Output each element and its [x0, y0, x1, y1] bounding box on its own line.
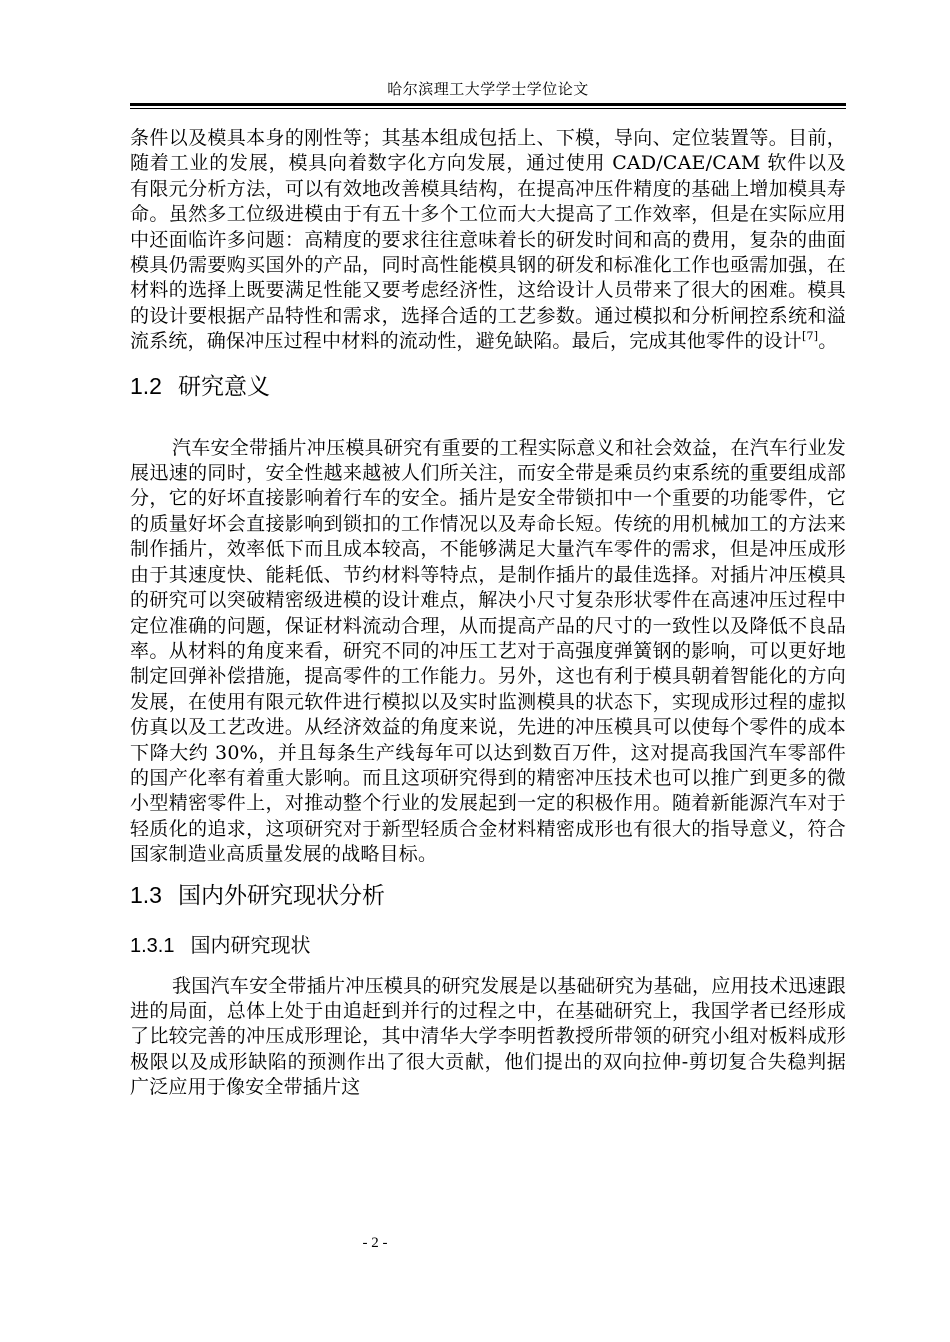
- section-1-3-1-paragraph: 我国汽车安全带插片冲压模具的研究发展是以基础研究为基础，应用技术迅速跟进的局面，总体上处于由追赶到并行的过程之中，在基础研究上，我国学者已经形成了比较完善的冲压成形理论，其中清华大学李明哲教授所带领的研究小组对板料成形极限以及成形缺陷的预测作出了很大贡献，他们提出的双向拉伸-剪切复合失稳判据广泛应用于像安全带插片这: [130, 974, 846, 1099]
- continuation-paragraph: [130, 126, 846, 355]
- subsection-title: 国内研究现状: [190, 932, 311, 957]
- continuation-text: 条件以及模具本身的刚性等；其基本组成包括上、下模，导向、定位装置等。目前，随着工业的发展，模具向着数字化方向发展，通过使用 CAD/CAE/CAM 软件以及有限元分析方法，可以有效地改善模具结构，在提高冲压件精度的基础上增加模具寿命。虽然多工位级进模由于有五十多个工位而大大提高了工作效率，但是在实际应用中还面临许多问题：高精度的要求往往意味着长的研发时间和高的费用，复杂的曲面模具仍需要购买国外的产品，同时高性能模具钢的研发和标准化工作也亟需加强，在材料的选择上既要满足性能又要考虑经济性，这给设计人员带来了很大的困难。模具的设计要根据产品特性和需求，选择合适的工艺参数。通过模拟和分析闸控系统和溢流系统，确保冲压过程中材料的流动性，避免缺陷。最后，完成其他零件的设计: [130, 127, 846, 353]
- section-number: 1.3: [130, 881, 162, 908]
- header-rule-thin: [130, 108, 846, 109]
- section-number: 1.2: [130, 372, 162, 399]
- page-number: - 2 -: [362, 1235, 388, 1251]
- section-title: 研究意义: [177, 373, 270, 400]
- citation-reference: [7]: [802, 329, 819, 343]
- subsection-heading-1-3-1: [130, 931, 846, 960]
- section-heading-1-2: [130, 371, 846, 402]
- section-heading-1-3: [130, 880, 846, 911]
- page-body: [130, 126, 846, 1101]
- running-header: 哈尔滨理工大学学士学位论文: [387, 80, 589, 98]
- subsection-number: 1.3.1: [130, 934, 175, 957]
- header-rule-thick: [130, 103, 846, 106]
- section-1-2-paragraph: 汽车安全带插片冲压模具研究有重要的工程实际意义和社会效益，在汽车行业发展迅速的同时，安全性越来越被人们所关注，而安全带是乘员约束系统的重要组成部分，它的好坏直接影响着行车的安全。插片是安全带锁扣中一个重要的功能零件，它的质量好坏会直接影响到锁扣的工作情况以及寿命长短。传统的用机械加工的方法来制作插片，效率低下而且成本较高，不能够满足大量汽车零件的需求，但是冲压成形由于其速度快、能耗低、节约材料等特点，是制作插片的最佳选择。对插片冲压模具的研究可以突破精密级进模的设计难点，解决小尺寸复杂形状零件在高速冲压过程中定位准确的问题，保证材料流动合理，从而提高产品的尺寸的一致性以及降低不良品率。从材料的角度来看，研究不同的冲压工艺对于高强度弹簧钢的影响，可以更好地制定回弹补偿措施，提高零件的工作能力。另外，这也有利于模具朝着智能化的方向发展，在使用有限元软件进行模拟以及实时监测模具的状态下，实现成形过程的虚拟仿真以及工艺改进。从经济效益的角度来说，先进的冲压模具可以使每个零件的成本下降大约 30%，并且每条生产线每年可以达到数百万件，这对提高我国汽车零部件的国产化率有着重大影响。而且这项研究得到的精密冲压技术也可以推广到更多的微小型精密零件上，对推动整个行业的发展起到一定的积极作用。随着新能源汽车对于轻质化的追求，这项研究对于新型轻质合金材料精密成形也有很大的指导意义，符合国家制造业高质量发展的战略目标。: [130, 436, 846, 866]
- continuation-end: 。: [818, 330, 838, 353]
- section-title: 国内外研究现状分析: [177, 882, 385, 909]
